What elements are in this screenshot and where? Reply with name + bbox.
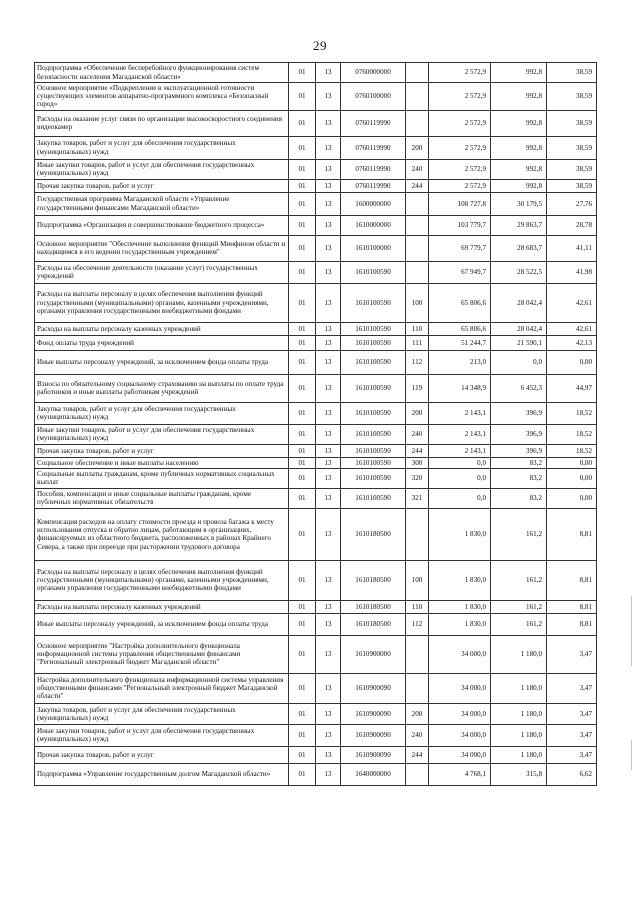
cell-pct: 18,52 bbox=[547, 424, 597, 444]
cell-type bbox=[406, 192, 429, 215]
cell-name: Основное мероприятие «Подкрепление в эксплуатационной готовности существующих элементов аппаратно-программного комплекса «Безопасный город» bbox=[35, 83, 289, 111]
cell-pct: 6,62 bbox=[547, 763, 597, 785]
cell-sub: 13 bbox=[316, 261, 341, 283]
cell-plan: 2 572,9 bbox=[429, 63, 491, 83]
cell-target: 0760000000 bbox=[341, 63, 406, 83]
cell-plan: 2 572,9 bbox=[429, 136, 491, 159]
cell-name: Расходы на выплаты персоналу в целях обеспечения выполнения функций государственными (муниципальными) органами, казенными учреждениями, органами управления государственными внебюджетными фондами bbox=[35, 560, 289, 600]
cell-type: 200 bbox=[406, 703, 429, 724]
cell-plan: 2 572,9 bbox=[429, 179, 491, 192]
cell-fact: 396,9 bbox=[491, 424, 547, 444]
cell-name: Иные выплаты персоналу учреждений, за исключением фонда оплаты труда bbox=[35, 613, 289, 635]
cell-target: 1610100590 bbox=[341, 402, 406, 424]
cell-sub: 13 bbox=[316, 468, 341, 488]
cell-name: Расходы на выплаты персоналу казенных учреждений bbox=[35, 322, 289, 335]
cell-pct: 8,81 bbox=[547, 600, 597, 613]
cell-plan: 1 830,0 bbox=[429, 613, 491, 635]
scan-edge-mark bbox=[631, 596, 632, 666]
cell-ref: 01 bbox=[289, 560, 316, 600]
budget-table-container bbox=[34, 62, 596, 786]
cell-type: 300 bbox=[406, 457, 429, 468]
cell-ref: 01 bbox=[289, 444, 316, 457]
cell-ref: 01 bbox=[289, 215, 316, 235]
table-row bbox=[35, 335, 597, 350]
cell-pct: 38,59 bbox=[547, 63, 597, 83]
cell-sub: 13 bbox=[316, 763, 341, 785]
cell-fact: 83,2 bbox=[491, 488, 547, 508]
cell-pct: 42,61 bbox=[547, 283, 597, 322]
cell-name: Расходы на выплаты персоналу в целях обеспечения выполнения функций государственными (муниципальными) органами, казенными учреждениями, органами управления государственными внебюджетными фондами bbox=[35, 283, 289, 322]
cell-type: 111 bbox=[406, 335, 429, 350]
cell-plan: 2 572,9 bbox=[429, 83, 491, 111]
table-row bbox=[35, 635, 597, 673]
cell-fact: 992,8 bbox=[491, 159, 547, 179]
cell-target: 1610900090 bbox=[341, 673, 406, 703]
cell-type bbox=[406, 261, 429, 283]
cell-target: 1610900090 bbox=[341, 724, 406, 746]
cell-ref: 01 bbox=[289, 488, 316, 508]
cell-type: 112 bbox=[406, 350, 429, 374]
cell-target: 1610100590 bbox=[341, 457, 406, 468]
cell-name: Закупка товаров, работ и услуг для обеспечения государственных (муниципальных) нужд bbox=[35, 703, 289, 724]
table-row bbox=[35, 763, 597, 785]
cell-plan: 34 000,0 bbox=[429, 635, 491, 673]
cell-plan: 69 779,7 bbox=[429, 235, 491, 261]
cell-plan: 0,0 bbox=[429, 457, 491, 468]
cell-fact: 0,0 bbox=[491, 350, 547, 374]
cell-target: 0760119990 bbox=[341, 136, 406, 159]
table-row bbox=[35, 600, 597, 613]
cell-name: Настройка дополнительного функционала информационной системы управления общественными финансами "Региональный электронный бюджет Магаданской области" bbox=[35, 673, 289, 703]
cell-name: Подпрограмма «Управление государственным долгом Магаданской области» bbox=[35, 763, 289, 785]
cell-pct: 41,98 bbox=[547, 261, 597, 283]
cell-name: Подпрограмма «Организация и совершенствование бюджетного процесса» bbox=[35, 215, 289, 235]
cell-plan: 2 143,1 bbox=[429, 444, 491, 457]
cell-name: Иные выплаты персоналу учреждений, за исключением фонда оплаты труда bbox=[35, 350, 289, 374]
table-row bbox=[35, 374, 597, 402]
table-row bbox=[35, 83, 597, 111]
table-row bbox=[35, 136, 597, 159]
cell-ref: 01 bbox=[289, 600, 316, 613]
cell-pct: 18,52 bbox=[547, 444, 597, 457]
cell-pct: 28,78 bbox=[547, 215, 597, 235]
cell-name: Закупка товаров, работ и услуг для обеспечения государственных (муниципальных) нужд bbox=[35, 402, 289, 424]
cell-pct: 38,59 bbox=[547, 110, 597, 136]
cell-fact: 161,2 bbox=[491, 508, 547, 560]
cell-type: 119 bbox=[406, 374, 429, 402]
cell-pct: 3,47 bbox=[547, 724, 597, 746]
table-row bbox=[35, 179, 597, 192]
cell-fact: 28 042,4 bbox=[491, 322, 547, 335]
cell-ref: 01 bbox=[289, 350, 316, 374]
cell-type: 110 bbox=[406, 600, 429, 613]
cell-sub: 13 bbox=[316, 600, 341, 613]
cell-pct: 38,59 bbox=[547, 136, 597, 159]
budget-table bbox=[34, 62, 597, 786]
table-row bbox=[35, 488, 597, 508]
table-row bbox=[35, 402, 597, 424]
cell-target: 1640000000 bbox=[341, 763, 406, 785]
cell-name: Основное мероприятие "Обеспечение выполнения функций Минфином области и находящимся в его ведении государственным учреждением" bbox=[35, 235, 289, 261]
cell-fact: 1 180,0 bbox=[491, 673, 547, 703]
cell-name: Государственная программа Магаданской области «Управление государственными финансами Магаданской области» bbox=[35, 192, 289, 215]
cell-target: 1610180500 bbox=[341, 600, 406, 613]
table-body bbox=[35, 63, 597, 786]
cell-ref: 01 bbox=[289, 613, 316, 635]
table-row bbox=[35, 63, 597, 83]
cell-ref: 01 bbox=[289, 508, 316, 560]
table-row bbox=[35, 703, 597, 724]
cell-target: 1610100590 bbox=[341, 488, 406, 508]
cell-plan: 2 143,1 bbox=[429, 402, 491, 424]
table-row bbox=[35, 215, 597, 235]
cell-sub: 13 bbox=[316, 179, 341, 192]
cell-name: Подпрограмма «Обеспечение бесперебойного функционирования систем безопасности населения Магаданской области» bbox=[35, 63, 289, 83]
cell-sub: 13 bbox=[316, 444, 341, 457]
cell-name: Социальные выплаты гражданам, кроме публичных нормативных социальных выплат bbox=[35, 468, 289, 488]
cell-plan: 1 830,0 bbox=[429, 560, 491, 600]
table-row bbox=[35, 110, 597, 136]
cell-target: 1610180500 bbox=[341, 508, 406, 560]
cell-ref: 01 bbox=[289, 261, 316, 283]
cell-plan: 14 348,9 bbox=[429, 374, 491, 402]
cell-fact: 1 180,0 bbox=[491, 724, 547, 746]
cell-plan: 51 244,7 bbox=[429, 335, 491, 350]
cell-pct: 38,59 bbox=[547, 179, 597, 192]
scan-edge-mark bbox=[631, 740, 632, 770]
cell-type bbox=[406, 763, 429, 785]
cell-sub: 13 bbox=[316, 335, 341, 350]
cell-name: Фонд оплаты труда учреждений bbox=[35, 335, 289, 350]
cell-sub: 13 bbox=[316, 673, 341, 703]
cell-type: 321 bbox=[406, 488, 429, 508]
cell-ref: 01 bbox=[289, 192, 316, 215]
cell-fact: 161,2 bbox=[491, 613, 547, 635]
cell-sub: 13 bbox=[316, 283, 341, 322]
cell-type: 244 bbox=[406, 746, 429, 763]
cell-plan: 1 830,0 bbox=[429, 600, 491, 613]
cell-name: Пособия, компенсации и иные социальные выплаты гражданам, кроме публичных нормативных обязательств bbox=[35, 488, 289, 508]
cell-fact: 28 522,5 bbox=[491, 261, 547, 283]
cell-type bbox=[406, 110, 429, 136]
cell-sub: 13 bbox=[316, 350, 341, 374]
cell-plan: 1 830,0 bbox=[429, 508, 491, 560]
table-row bbox=[35, 159, 597, 179]
cell-ref: 01 bbox=[289, 703, 316, 724]
cell-type: 100 bbox=[406, 283, 429, 322]
cell-fact: 161,2 bbox=[491, 560, 547, 600]
cell-name: Основное мероприятие "Настройка дополнительного функционала информационной системы управления общественными финансами "Региональный электронный бюджет Магаданской области" bbox=[35, 635, 289, 673]
cell-fact: 315,8 bbox=[491, 763, 547, 785]
cell-pct: 42,13 bbox=[547, 335, 597, 350]
cell-target: 1610100590 bbox=[341, 444, 406, 457]
cell-type bbox=[406, 673, 429, 703]
cell-plan: 103 779,7 bbox=[429, 215, 491, 235]
cell-name: Прочая закупка товаров, работ и услуг bbox=[35, 179, 289, 192]
cell-plan: 34 000,0 bbox=[429, 746, 491, 763]
table-row bbox=[35, 508, 597, 560]
cell-plan: 34 000,0 bbox=[429, 673, 491, 703]
table-row bbox=[35, 261, 597, 283]
cell-target: 1610100590 bbox=[341, 283, 406, 322]
cell-sub: 13 bbox=[316, 402, 341, 424]
cell-pct: 0,00 bbox=[547, 350, 597, 374]
cell-ref: 01 bbox=[289, 402, 316, 424]
cell-fact: 992,8 bbox=[491, 110, 547, 136]
cell-fact: 83,2 bbox=[491, 468, 547, 488]
cell-ref: 01 bbox=[289, 63, 316, 83]
cell-ref: 01 bbox=[289, 136, 316, 159]
cell-name: Прочая закупка товаров, работ и услуг bbox=[35, 444, 289, 457]
cell-sub: 13 bbox=[316, 374, 341, 402]
cell-name: Прочая закупка товаров, работ и услуг bbox=[35, 746, 289, 763]
table-row bbox=[35, 192, 597, 215]
cell-fact: 83,2 bbox=[491, 457, 547, 468]
cell-ref: 01 bbox=[289, 335, 316, 350]
cell-pct: 18,52 bbox=[547, 402, 597, 424]
cell-type: 240 bbox=[406, 424, 429, 444]
cell-type: 244 bbox=[406, 179, 429, 192]
cell-fact: 28 042,4 bbox=[491, 283, 547, 322]
cell-sub: 13 bbox=[316, 508, 341, 560]
cell-target: 1610100590 bbox=[341, 350, 406, 374]
cell-sub: 13 bbox=[316, 635, 341, 673]
cell-target: 0760119990 bbox=[341, 159, 406, 179]
cell-ref: 01 bbox=[289, 179, 316, 192]
cell-ref: 01 bbox=[289, 424, 316, 444]
cell-type: 244 bbox=[406, 444, 429, 457]
cell-sub: 13 bbox=[316, 83, 341, 111]
cell-pct: 38,59 bbox=[547, 83, 597, 111]
cell-target: 1610900090 bbox=[341, 746, 406, 763]
cell-fact: 992,8 bbox=[491, 136, 547, 159]
cell-fact: 396,9 bbox=[491, 444, 547, 457]
cell-ref: 01 bbox=[289, 468, 316, 488]
cell-target: 1610100590 bbox=[341, 424, 406, 444]
cell-fact: 1 180,0 bbox=[491, 703, 547, 724]
cell-plan: 0,0 bbox=[429, 488, 491, 508]
cell-plan: 65 806,6 bbox=[429, 283, 491, 322]
cell-sub: 13 bbox=[316, 560, 341, 600]
cell-sub: 13 bbox=[316, 136, 341, 159]
cell-sub: 13 bbox=[316, 110, 341, 136]
cell-target: 1610100590 bbox=[341, 468, 406, 488]
cell-plan: 2 572,9 bbox=[429, 110, 491, 136]
cell-fact: 6 452,3 bbox=[491, 374, 547, 402]
cell-fact: 992,8 bbox=[491, 63, 547, 83]
cell-target: 1610100590 bbox=[341, 261, 406, 283]
table-row bbox=[35, 746, 597, 763]
cell-sub: 13 bbox=[316, 457, 341, 468]
cell-fact: 1 180,0 bbox=[491, 746, 547, 763]
cell-pct: 41,11 bbox=[547, 235, 597, 261]
cell-type bbox=[406, 508, 429, 560]
table-row bbox=[35, 673, 597, 703]
cell-ref: 01 bbox=[289, 374, 316, 402]
cell-name: Расходы на выплаты персоналу казенных учреждений bbox=[35, 600, 289, 613]
cell-name: Иные закупки товаров, работ и услуг для обеспечения государственных (муниципальных) нужд bbox=[35, 159, 289, 179]
cell-pct: 8,81 bbox=[547, 613, 597, 635]
table-row bbox=[35, 613, 597, 635]
cell-pct: 8,81 bbox=[547, 508, 597, 560]
cell-target: 1610900000 bbox=[341, 635, 406, 673]
cell-sub: 13 bbox=[316, 746, 341, 763]
cell-type bbox=[406, 235, 429, 261]
cell-type bbox=[406, 83, 429, 111]
cell-name: Иные закупки товаров, работ и услуг для обеспечения государственных (муниципальных) нужд bbox=[35, 724, 289, 746]
cell-plan: 108 727,8 bbox=[429, 192, 491, 215]
cell-ref: 01 bbox=[289, 110, 316, 136]
cell-name: Расходы на обеспечение деятельности (оказание услуг) государственных учреждений bbox=[35, 261, 289, 283]
cell-sub: 13 bbox=[316, 322, 341, 335]
cell-type: 100 bbox=[406, 560, 429, 600]
cell-pct: 0,00 bbox=[547, 488, 597, 508]
cell-pct: 0,00 bbox=[547, 457, 597, 468]
cell-sub: 13 bbox=[316, 215, 341, 235]
cell-pct: 8,81 bbox=[547, 560, 597, 600]
cell-type: 320 bbox=[406, 468, 429, 488]
cell-target: 1610180500 bbox=[341, 613, 406, 635]
cell-fact: 1 180,0 bbox=[491, 635, 547, 673]
cell-sub: 13 bbox=[316, 724, 341, 746]
cell-sub: 13 bbox=[316, 488, 341, 508]
cell-ref: 01 bbox=[289, 763, 316, 785]
cell-fact: 29 863,7 bbox=[491, 215, 547, 235]
table-row bbox=[35, 560, 597, 600]
cell-target: 1610180500 bbox=[341, 560, 406, 600]
cell-ref: 01 bbox=[289, 283, 316, 322]
cell-pct: 27,76 bbox=[547, 192, 597, 215]
cell-type: 200 bbox=[406, 136, 429, 159]
cell-target: 1610100590 bbox=[341, 335, 406, 350]
cell-pct: 44,97 bbox=[547, 374, 597, 402]
cell-name: Взносы по обязательному социальному страхованию на выплаты по оплате труда работников и иные выплаты работникам учреждений bbox=[35, 374, 289, 402]
cell-ref: 01 bbox=[289, 746, 316, 763]
table-row bbox=[35, 424, 597, 444]
cell-pct: 0,00 bbox=[547, 468, 597, 488]
cell-target: 0760119990 bbox=[341, 179, 406, 192]
cell-ref: 01 bbox=[289, 159, 316, 179]
cell-name: Компенсация расходов на оплату стоимости проезда и провоза багажа к месту использования отпуска и обратно лицам, работающим в организациях, финансируемых из областного бюджета, расположенных в районах Крайнего Севера, а также при переезде при расторжении трудового договора bbox=[35, 508, 289, 560]
cell-sub: 13 bbox=[316, 235, 341, 261]
cell-sub: 13 bbox=[316, 703, 341, 724]
cell-fact: 992,8 bbox=[491, 83, 547, 111]
cell-pct: 3,47 bbox=[547, 703, 597, 724]
cell-name: Иные закупки товаров, работ и услуг для обеспечения государственных (муниципальных) нужд bbox=[35, 424, 289, 444]
cell-pct: 3,47 bbox=[547, 746, 597, 763]
cell-plan: 67 949,7 bbox=[429, 261, 491, 283]
cell-sub: 13 bbox=[316, 192, 341, 215]
cell-ref: 01 bbox=[289, 724, 316, 746]
cell-fact: 992,8 bbox=[491, 179, 547, 192]
table-row bbox=[35, 457, 597, 468]
table-row bbox=[35, 283, 597, 322]
table-row bbox=[35, 724, 597, 746]
cell-target: 0760100000 bbox=[341, 83, 406, 111]
cell-plan: 213,0 bbox=[429, 350, 491, 374]
cell-plan: 0,0 bbox=[429, 468, 491, 488]
cell-type bbox=[406, 63, 429, 83]
cell-ref: 01 bbox=[289, 235, 316, 261]
cell-target: 1610000000 bbox=[341, 215, 406, 235]
cell-ref: 01 bbox=[289, 673, 316, 703]
cell-ref: 01 bbox=[289, 635, 316, 673]
cell-sub: 13 bbox=[316, 63, 341, 83]
cell-target: 1610100590 bbox=[341, 374, 406, 402]
table-row bbox=[35, 350, 597, 374]
cell-pct: 42,61 bbox=[547, 322, 597, 335]
cell-plan: 2 143,1 bbox=[429, 424, 491, 444]
cell-sub: 13 bbox=[316, 159, 341, 179]
page-number: 29 bbox=[313, 38, 327, 53]
cell-target: 1600000000 bbox=[341, 192, 406, 215]
cell-plan: 2 572,9 bbox=[429, 159, 491, 179]
cell-target: 1610100590 bbox=[341, 322, 406, 335]
cell-name: Социальное обеспечение и иные выплаты населению bbox=[35, 457, 289, 468]
cell-type: 200 bbox=[406, 402, 429, 424]
cell-plan: 34 000,0 bbox=[429, 703, 491, 724]
cell-target: 0760119990 bbox=[341, 110, 406, 136]
cell-fact: 28 683,7 bbox=[491, 235, 547, 261]
cell-type bbox=[406, 215, 429, 235]
cell-name: Расходы на оказание услуг связи по организации высокоскоростного соединения видеокамер bbox=[35, 110, 289, 136]
cell-type: 110 bbox=[406, 322, 429, 335]
cell-fact: 30 179,5 bbox=[491, 192, 547, 215]
cell-type: 112 bbox=[406, 613, 429, 635]
cell-ref: 01 bbox=[289, 322, 316, 335]
cell-type bbox=[406, 635, 429, 673]
cell-pct: 3,47 bbox=[547, 673, 597, 703]
cell-ref: 01 bbox=[289, 457, 316, 468]
cell-sub: 13 bbox=[316, 613, 341, 635]
cell-pct: 38,59 bbox=[547, 159, 597, 179]
cell-plan: 34 000,0 bbox=[429, 724, 491, 746]
cell-fact: 396,9 bbox=[491, 402, 547, 424]
cell-type: 240 bbox=[406, 159, 429, 179]
table-row bbox=[35, 235, 597, 261]
cell-target: 1610100000 bbox=[341, 235, 406, 261]
table-row bbox=[35, 322, 597, 335]
cell-plan: 65 806,6 bbox=[429, 322, 491, 335]
cell-name: Закупка товаров, работ и услуг для обеспечения государственных (муниципальных) нужд bbox=[35, 136, 289, 159]
cell-type: 240 bbox=[406, 724, 429, 746]
cell-plan: 4 768,1 bbox=[429, 763, 491, 785]
cell-ref: 01 bbox=[289, 83, 316, 111]
cell-fact: 161,2 bbox=[491, 600, 547, 613]
table-row bbox=[35, 468, 597, 488]
cell-sub: 13 bbox=[316, 424, 341, 444]
table-row bbox=[35, 444, 597, 457]
cell-pct: 3,47 bbox=[547, 635, 597, 673]
cell-target: 1610900090 bbox=[341, 703, 406, 724]
cell-fact: 21 590,1 bbox=[491, 335, 547, 350]
